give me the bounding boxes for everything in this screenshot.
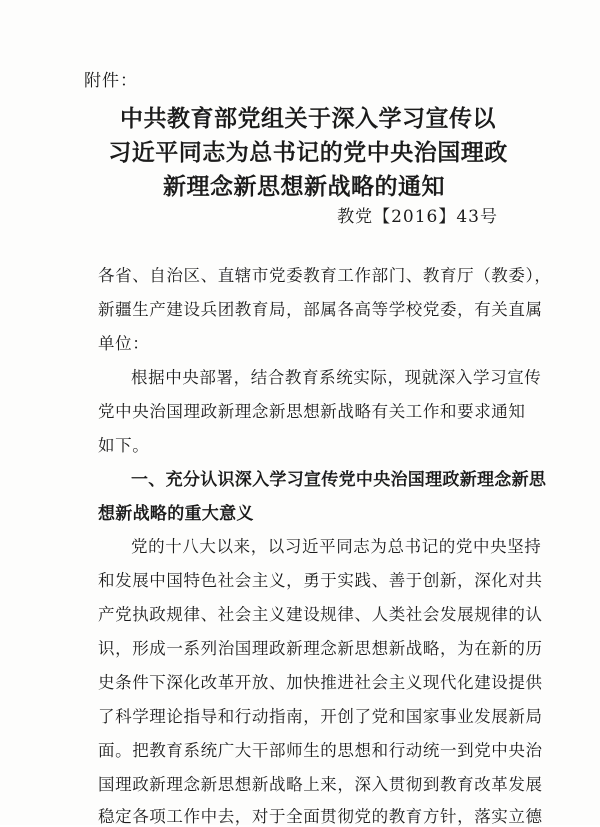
intro-line-1: 根据中央部署，结合教育系统实际，现就深入学习宣传 (131, 368, 542, 387)
body-line-8: 国理政新理念新思想新战略上来，深入贯彻到教育改革发展 (98, 775, 543, 794)
body-line-3: 产党执政规律、社会主义建设规律、人类社会发展规律的认 (98, 605, 543, 624)
recipients-line-1: 各省、自治区、直辖市党委教育工作部门、教育厅（教委）， (98, 266, 552, 285)
body-line-6: 了科学理论指导和行动指南，开创了党和国家事业发展新局 (98, 707, 543, 726)
recipients-line-3: 单位： (98, 334, 150, 353)
body-line-4: 识，形成一系列治国理政新理念新思想新战略，为在新的历 (98, 639, 543, 658)
body-line-2: 和发展中国特色社会主义，勇于实践、善于创新，深化对共 (98, 571, 543, 590)
intro-line-2: 党中央治国理政新理念新思想新战略有关工作和要求通知 (98, 402, 526, 421)
title-line-2: 习近平同志为总书记的党中央治国理政 (108, 139, 508, 166)
title-line-1: 中共教育部党组关于深入学习宣传以 (120, 105, 496, 132)
body-line-9: 稳定各项工作中去，对于全面贯彻党的教育方针，落实立德 (98, 807, 543, 826)
body-line-5: 史条件下深化改革开放、加快推进社会主义现代化建设提供 (98, 673, 543, 692)
intro-line-3: 如下。 (98, 436, 150, 455)
document-number: 教党【2016】43号 (337, 207, 498, 227)
recipients-line-2: 新疆生产建设兵团教育局，部属各高等学校党委，有关直属 (98, 300, 543, 319)
section-1-heading-line-2: 想新战略的重大意义 (98, 504, 254, 524)
section-1-heading-line-1: 一、充分认识深入学习宣传党中央治国理政新理念新思 (131, 470, 547, 490)
body-line-1: 党的十八大以来，以习近平同志为总书记的党中央坚持 (131, 537, 542, 556)
body-line-7: 面。把教育系统广大干部师生的思想和行动统一到党中央治 (98, 741, 543, 760)
attachment-label: 附件： (84, 71, 138, 91)
title-line-3: 新理念新思想新战略的通知 (163, 173, 445, 200)
